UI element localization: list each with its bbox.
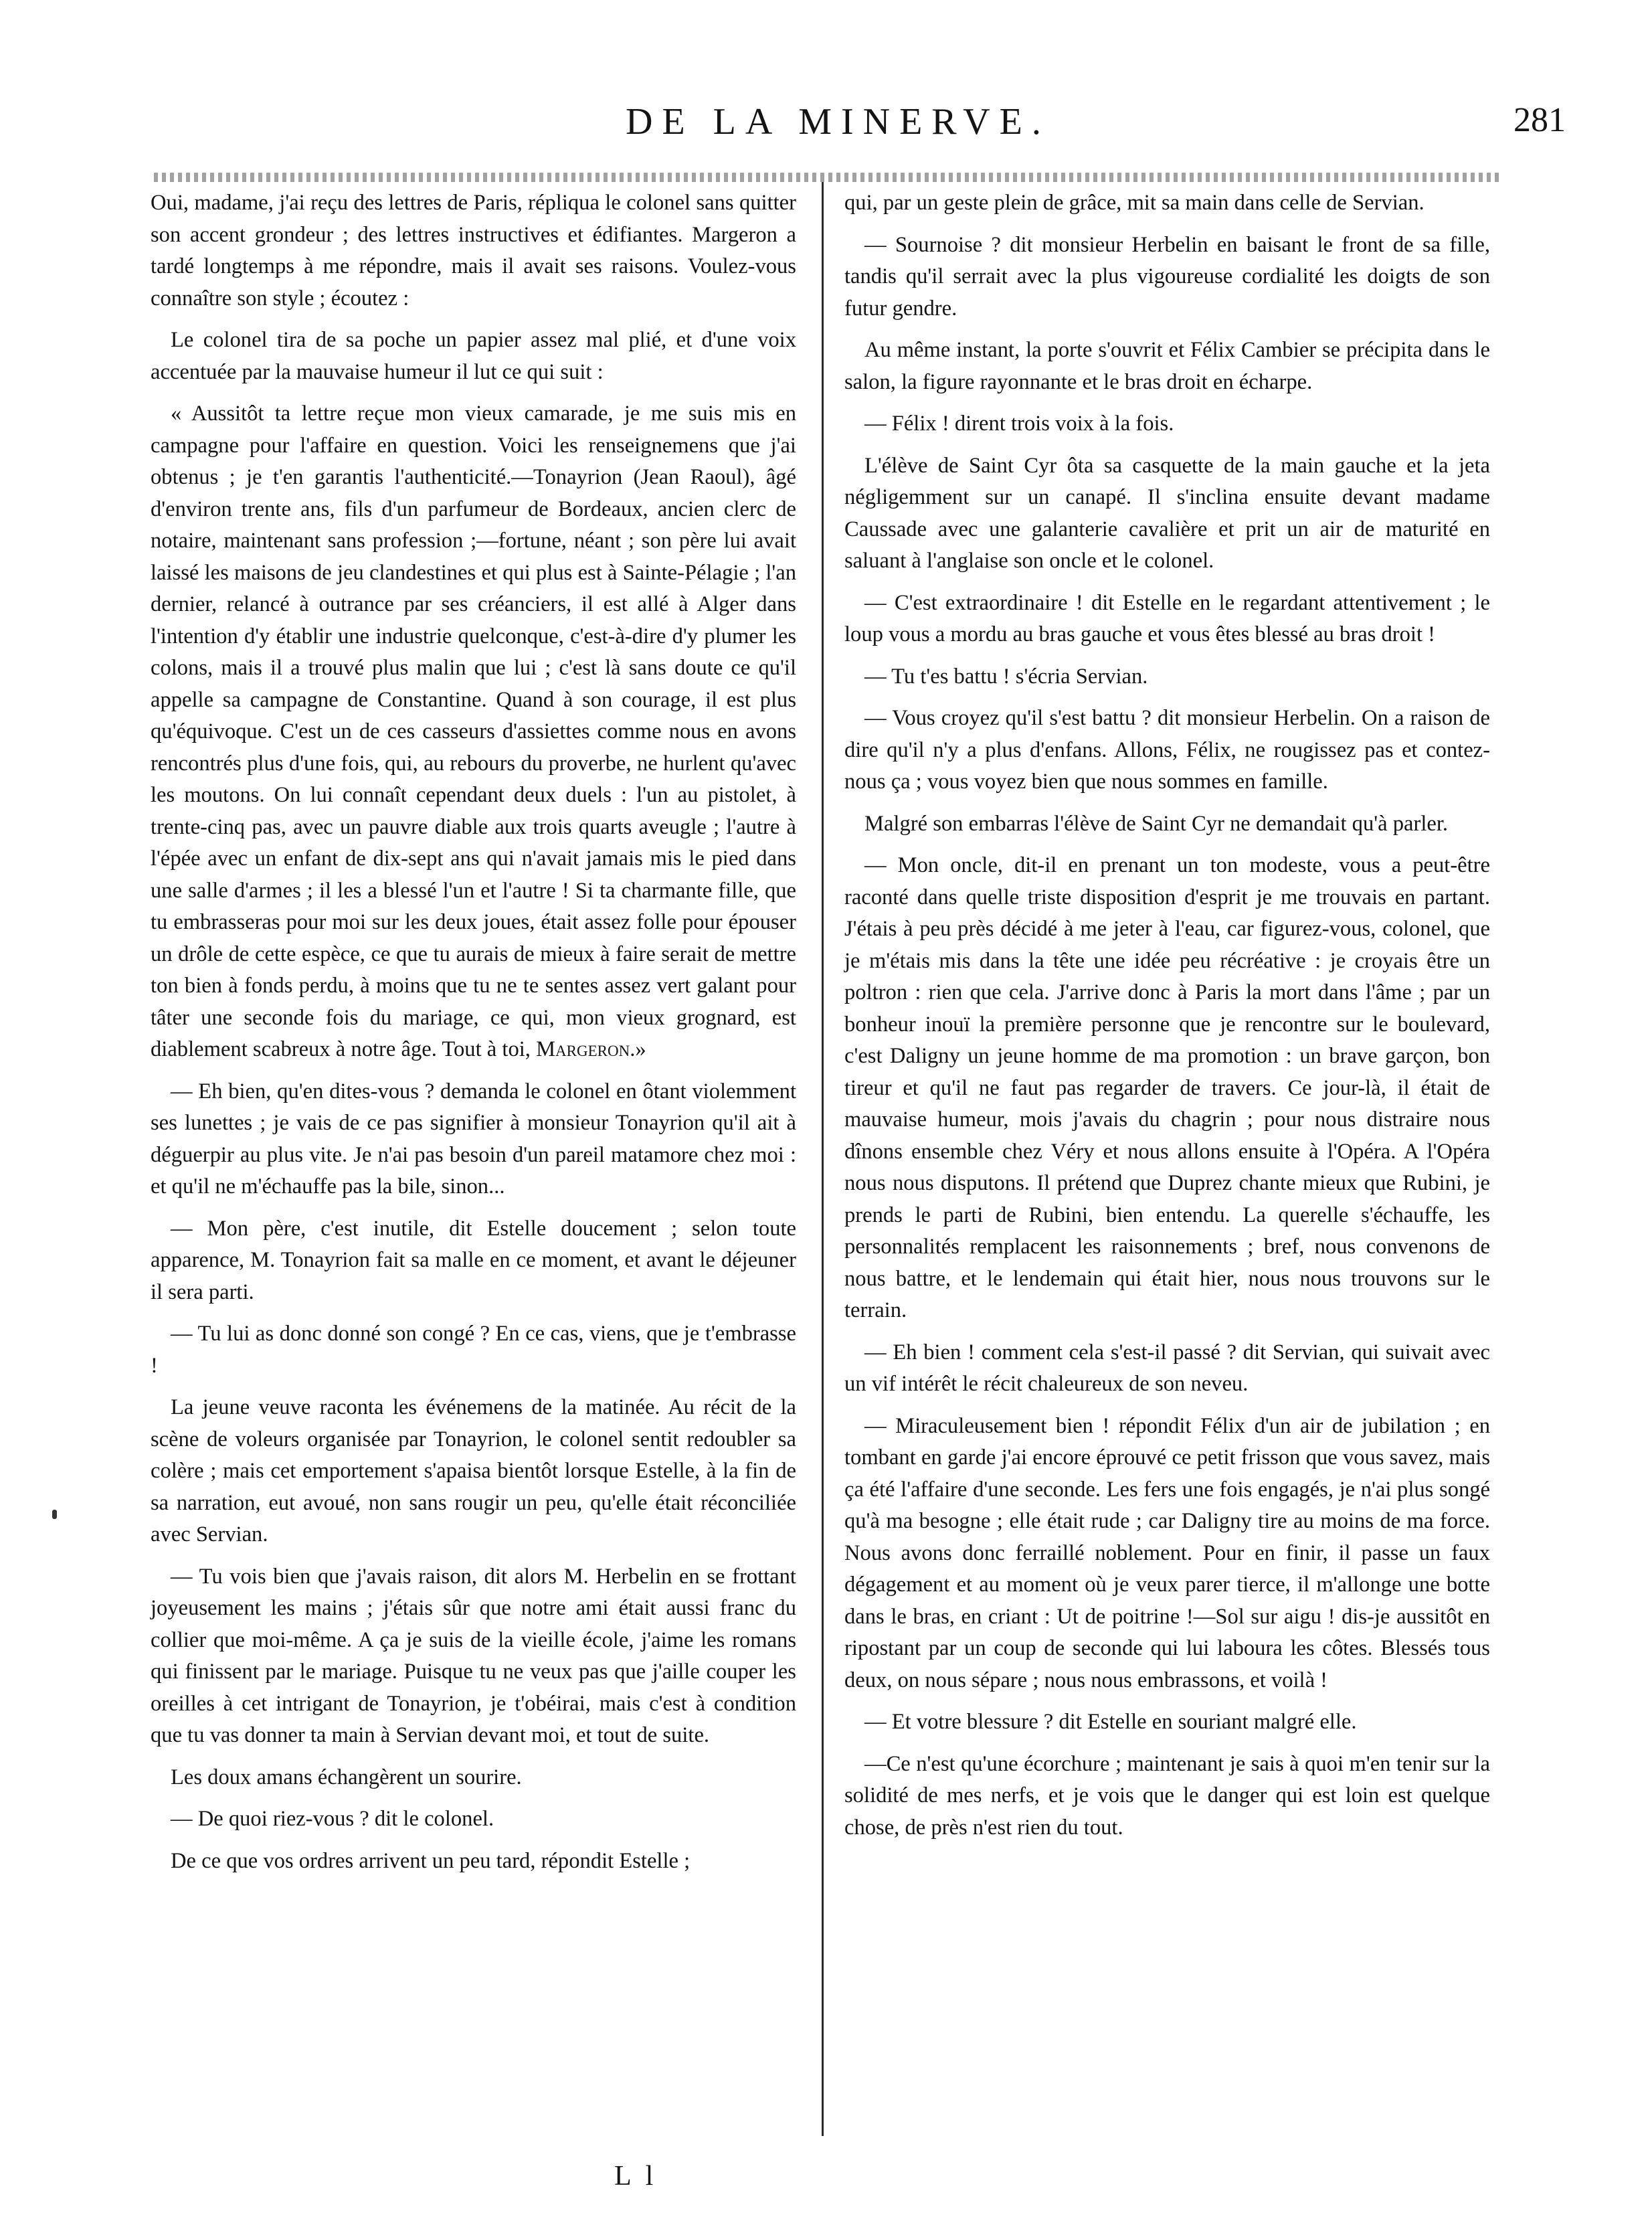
- paragraph: — Félix ! dirent trois voix à la fois.: [864, 412, 1174, 436]
- page-number: 281: [1513, 101, 1566, 139]
- paragraph: L'élève de Saint Cyr ôta sa casquette de la main gauche et la jeta négligemment sur un canapé. Il s'inclina ensuite devant madame Caussade avec une galanterie cavalière et prit un air de maturité en saluant à l'anglaise son oncle et le colonel.: [844, 453, 1490, 573]
- paragraph: — De quoi riez-vous ? dit le colonel.: [171, 1807, 494, 1831]
- paragraph: — Tu lui as donc donné son congé ? En ce cas, viens, que je t'embrasse !: [151, 1322, 796, 1378]
- header-rule: [154, 173, 1499, 182]
- paragraph: — Miraculeusement bien ! répondit Félix d'un air de jubilation ; en tombant en garde j'ai encore éprouvé ce petit frisson que vous savez, mais ça été l'affaire d'une seconde. Les fers une fois engagés, je n'ai plus songé qu'à ma besogne ; elle était rude ; car Daligny tire au moins de ma force. Nous avons donc ferraillé noblement. Pour en finir, il passe un faux dégagement et au moment où je veux parer tierce, il m'allonge une botte dans le bras, en criant : Ut de poitrine !—Sol sur aigu ! dis-je aussitôt en ripostant par un coup de seconde qui lui laboura les côtes. Blessés tous deux, on nous sépare ; nous nous embrassons, et voilà !: [844, 1413, 1490, 1692]
- paragraph: — Tu t'es battu ! s'écria Servian.: [864, 664, 1148, 689]
- paragraph: Malgré son embarras l'élève de Saint Cyr ne demandait qu'à parler.: [864, 811, 1449, 836]
- paragraph: — Mon oncle, dit-il en prenant un ton modeste, vous a peut-être raconté dans quelle triste disposition d'esprit je me trouvais en partant. J'étais à peu près décidé à me jeter à l'eau, car figurez-vous, colonel, que je m'étais mis dans la tête une idée peu récréative : je croyais être un poltron : rien que cela. J'arrive donc à Paris la mort dans l'âme ; par un bonheur inouï la première personne que je rencontre sur le boulevard, c'est Daligny un jeune homme de ma promotion : un brave garçon, bon tireur et qu'il ne faut pas regarder de travers. Ce jour-là, il était de mauvaise humeur, mois j'avais du chagrin ; pour nous distraire nous dînons ensemble chez Véry et nous allons ensuite à l'Opéra. A l'Opéra nous nous disputons. Il prétend que Duprez chante mieux que Rubini, je prends le parti de Rubini, bien entendu. La querelle s'échauffe, les personnalités remplacent les raisonnements ; bref, nous convenons de nous battre, et le lendemain qui était hier, nous nous trouvons sur le terrain.: [844, 853, 1490, 1322]
- letter-close: »: [635, 1037, 646, 1061]
- letter-text: « Aussitôt ta lettre reçue mon vieux camarade, je me suis mis en campagne pour l'affaire en question. Voici les renseignemens que j'ai obtenus ; je t'en garantis l'authenticité.—Tonayrion (Jean Raoul), âgé d'environ trente ans, fils d'un parfumeur de Bordeaux, ancien clerc de notaire, maintenant sans profession ;—fortune, néant ; son père lui avait laissé les maisons de jeu clandestines et qui plus est à Sainte-Pélagie ; l'an dernier, relancé à outrance par ses créanciers, il est allé à Alger dans l'intention d'y établir une industrie quelconque, c'est-à-dire d'y plumer les colons, mais il a trouvé plus malin que lui ; c'est là sans doute ce qu'il appelle sa campagne de Constantine. Quand à son courage, il est plus qu'équivoque. C'est un de ces casseurs d'assiettes comme nous en avons rencontrés plus d'une fois, qui, au rebours du proverbe, ne hurlent qu'avec les moutons. On lui connaît cependant deux duels : l'un au pistolet, à trente-cinq pas, avec un pauvre diable aux trois quarts aveugle ; l'autre à l'épée avec un enfant de dix-sept ans qui n'avait jamais mis le pied dans une salle d'armes ; il les a blessé l'un et l'autre ! Si ta charmante fille, que tu embrasseras pour moi sur les deux joues, était assez folle pour épouser un drôle de cette espèce, ce que tu aurais de mieux à faire serait de mettre ton bien à fonds perdu, à moins que tu ne te sentes assez vert galant pour tâter une seconde fois du mariage, ce qui, mon vieux grognard, est diablement scabreux à notre âge. Tout à toi,: [151, 402, 796, 1061]
- paragraph: Oui, madame, j'ai reçu des lettres de Paris, répliqua le colonel sans quitter son accent grondeur ; des lettres instructives et édifiantes. Margeron a tardé longtemps à me répondre, mais il avait ses raisons. Voulez-vous connaître son style ; écoutez :: [151, 191, 796, 310]
- paragraph: Le colonel tira de sa poche un papier assez mal plié, et d'une voix accentuée par la mauvaise humeur il lut ce qui suit :: [151, 328, 796, 384]
- letter-paragraph: [151, 398, 796, 1066]
- right-column: [844, 187, 1490, 1854]
- paragraph: — Tu vois bien que j'avais raison, dit alors M. Herbelin en se frottant joyeusement les mains ; j'étais sûr que notre ami était aussi franc du collier que moi-même. A ça je suis de la vieille école, j'aime les romans qui finissent par le mariage. Puisque tu ne veux pas que j'aille couper les oreilles à cet intrigant de Tonayrion, je t'obéirai, mais c'est à condition que tu vas donner ta main à Servian devant moi, et tout de suite.: [151, 1564, 796, 1747]
- paragraph: —Ce n'est qu'une écorchure ; maintenant je sais à quoi m'en tenir sur la solidité de mes nerfs, et je vois que le danger qui est loin est quelque chose, de près n'est rien du tout.: [844, 1751, 1490, 1840]
- running-title: DE LA MINERVE.: [626, 101, 1050, 143]
- paragraph: — Et votre blessure ? dit Estelle en souriant malgré elle.: [864, 1710, 1357, 1734]
- paragraph: — Mon père, c'est inutile, dit Estelle doucement ; selon toute apparence, M. Tonayrion fait sa malle en ce moment, et avant le déjeuner il sera parti.: [151, 1216, 796, 1304]
- paragraph: — Eh bien, qu'en dites-vous ? demanda le colonel en ôtant violemment ses lunettes ; je vais de ce pas signifier à monsieur Tonayrion qu'il ait à déguerpir au plus vite. Je n'ai pas besoin d'un pareil matamore chez moi : et qu'il ne m'échauffe pas la bile, sinon...: [151, 1079, 796, 1199]
- letter-signature: Margeron.: [536, 1037, 636, 1061]
- paragraph: — Vous croyez qu'il s'est battu ? dit monsieur Herbelin. On a raison de dire qu'il n'y a plus d'enfans. Allons, Félix, ne rougissez pas et contez-nous ça ; vous voyez bien que nous sommes en famille.: [844, 706, 1490, 794]
- paragraph: — Sournoise ? dit monsieur Herbelin en baisant le front de sa fille, tandis qu'il serrait avec la plus vigoureuse cordialité les doigts de son futur gendre.: [844, 232, 1490, 321]
- left-column: [151, 187, 796, 1887]
- ink-speck: [52, 1510, 57, 1519]
- paragraph: — C'est extraordinaire ! dit Estelle en le regardant attentivement ; le loup vous a mordu au bras gauche et vous êtes blessé au bras droit !: [844, 590, 1490, 646]
- paragraph: — Eh bien ! comment cela s'est-il passé ? dit Servian, qui suivait avec un vif intérêt le récit chaleureux de son neveu.: [844, 1340, 1490, 1396]
- page-header: [127, 100, 1566, 154]
- paragraph: Au même instant, la porte s'ouvrit et Félix Cambier se précipita dans le salon, la figure rayonnante et le bras droit en écharpe.: [844, 338, 1490, 394]
- column-divider: [822, 182, 824, 2136]
- paragraph: qui, par un geste plein de grâce, mit sa main dans celle de Servian.: [844, 191, 1425, 215]
- paragraph: La jeune veuve raconta les événemens de la matinée. Au récit de la scène de voleurs organisée par Tonayrion, le colonel sentit redoubler sa colère ; mais cet emportement s'apaisa bientôt lorsque Estelle, à la fin de sa narration, eut avoué, non sans rougir un peu, qu'elle était réconciliée avec Servian.: [151, 1395, 796, 1546]
- paragraph: De ce que vos ordres arrivent un peu tard, répondit Estelle ;: [171, 1848, 691, 1873]
- paragraph: Les doux amans échangèrent un sourire.: [171, 1765, 522, 1789]
- signature-mark: L l: [614, 2161, 658, 2192]
